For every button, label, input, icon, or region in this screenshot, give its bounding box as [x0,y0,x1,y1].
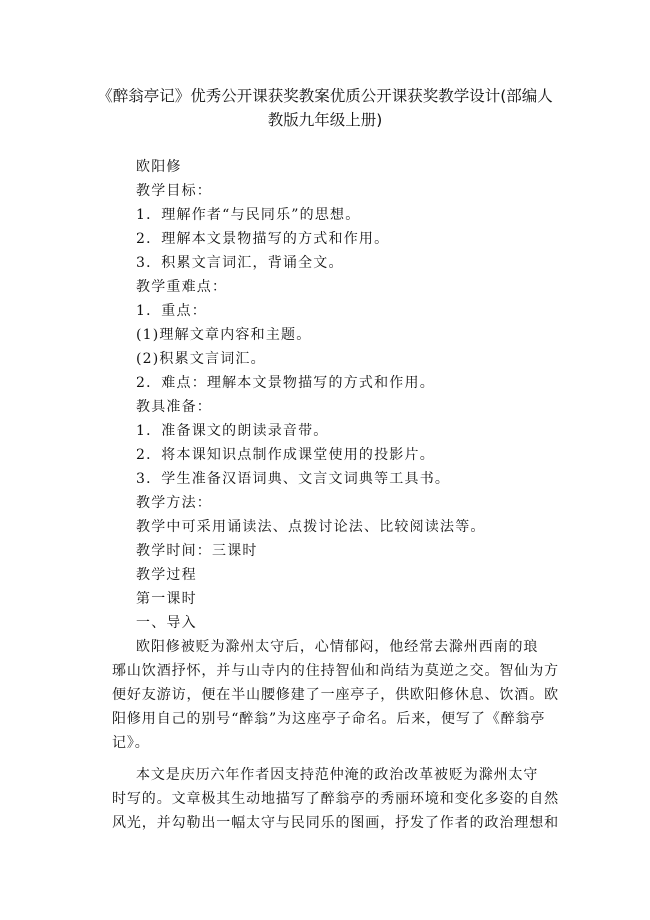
paragraph-1-line: 欧阳修被贬为滁州太守后，心情郁闷，他经常去滁州西南的琅 [136,639,539,655]
document-title [60,84,590,132]
text-line: 教学方法： [136,495,212,511]
paragraph-1-line: 阳修用自己的别号“醉翁”为这座亭子命名。后来，便写了《醉翁亭 [112,711,546,727]
text-line: 教学中可采用诵读法、点拨讨论法、比较阅读法等。 [136,519,486,535]
text-line: 教学目标： [136,183,212,199]
paragraph-2-line: 本文是庆历六年作者因支持范仲淹的政治改革被贬为滁州太守 [136,767,539,783]
text-line: 1．重点： [136,303,207,319]
text-line: 教学重难点： [136,279,228,295]
text-line: 3．学生准备汉语词典、文言文词典等工具书。 [136,471,451,487]
text-line: (2)积累文言词汇。 [136,351,266,367]
text-line: 2．难点：理解本文景物描写的方式和作用。 [136,375,435,391]
paragraph-2-line: 时写的。文章极其生动地描写了醉翁亭的秀丽环境和变化多姿的自然 [112,791,559,807]
text-line: 教学过程 [136,567,197,583]
title-line-1: 《醉翁亭记》优秀公开课获奖教案优质公开课获奖教学设计(部编人 [97,87,553,105]
title-line-2: 教版九年级上册) [267,111,383,129]
text-line: 3．积累文言词汇，背诵全文。 [136,255,344,271]
paragraph-1-line: 记》。 [112,735,150,751]
author-line: 欧阳修 [136,159,182,175]
text-line: 1．准备课文的朗读录音带。 [136,423,329,439]
text-line: 教学时间：三课时 [136,543,258,559]
text-line: 1．理解作者“与民同乐”的思想。 [136,207,361,223]
text-line: 2．将本课知识点制作成课堂使用的投影片。 [136,447,435,463]
text-line: 第一课时 [136,591,197,607]
text-line: (1)理解文章内容和主题。 [136,327,312,343]
paragraph-1-line: 琊山饮酒抒怀，并与山寺内的住持智仙和尚结为莫逆之交。智仙为方 [112,663,559,679]
text-line: 2．理解本文景物描写的方式和作用。 [136,231,390,247]
text-line: 教具准备： [136,399,212,415]
paragraph-1-line: 便好友游访，便在半山腰修建了一座亭子，供欧阳修休息、饮酒。欧 [112,687,559,703]
paragraph-2-line: 风光，并勾勒出一幅太守与民同乐的图画，抒发了作者的政治理想和 [112,815,559,831]
text-line: 一、导入 [136,615,197,631]
